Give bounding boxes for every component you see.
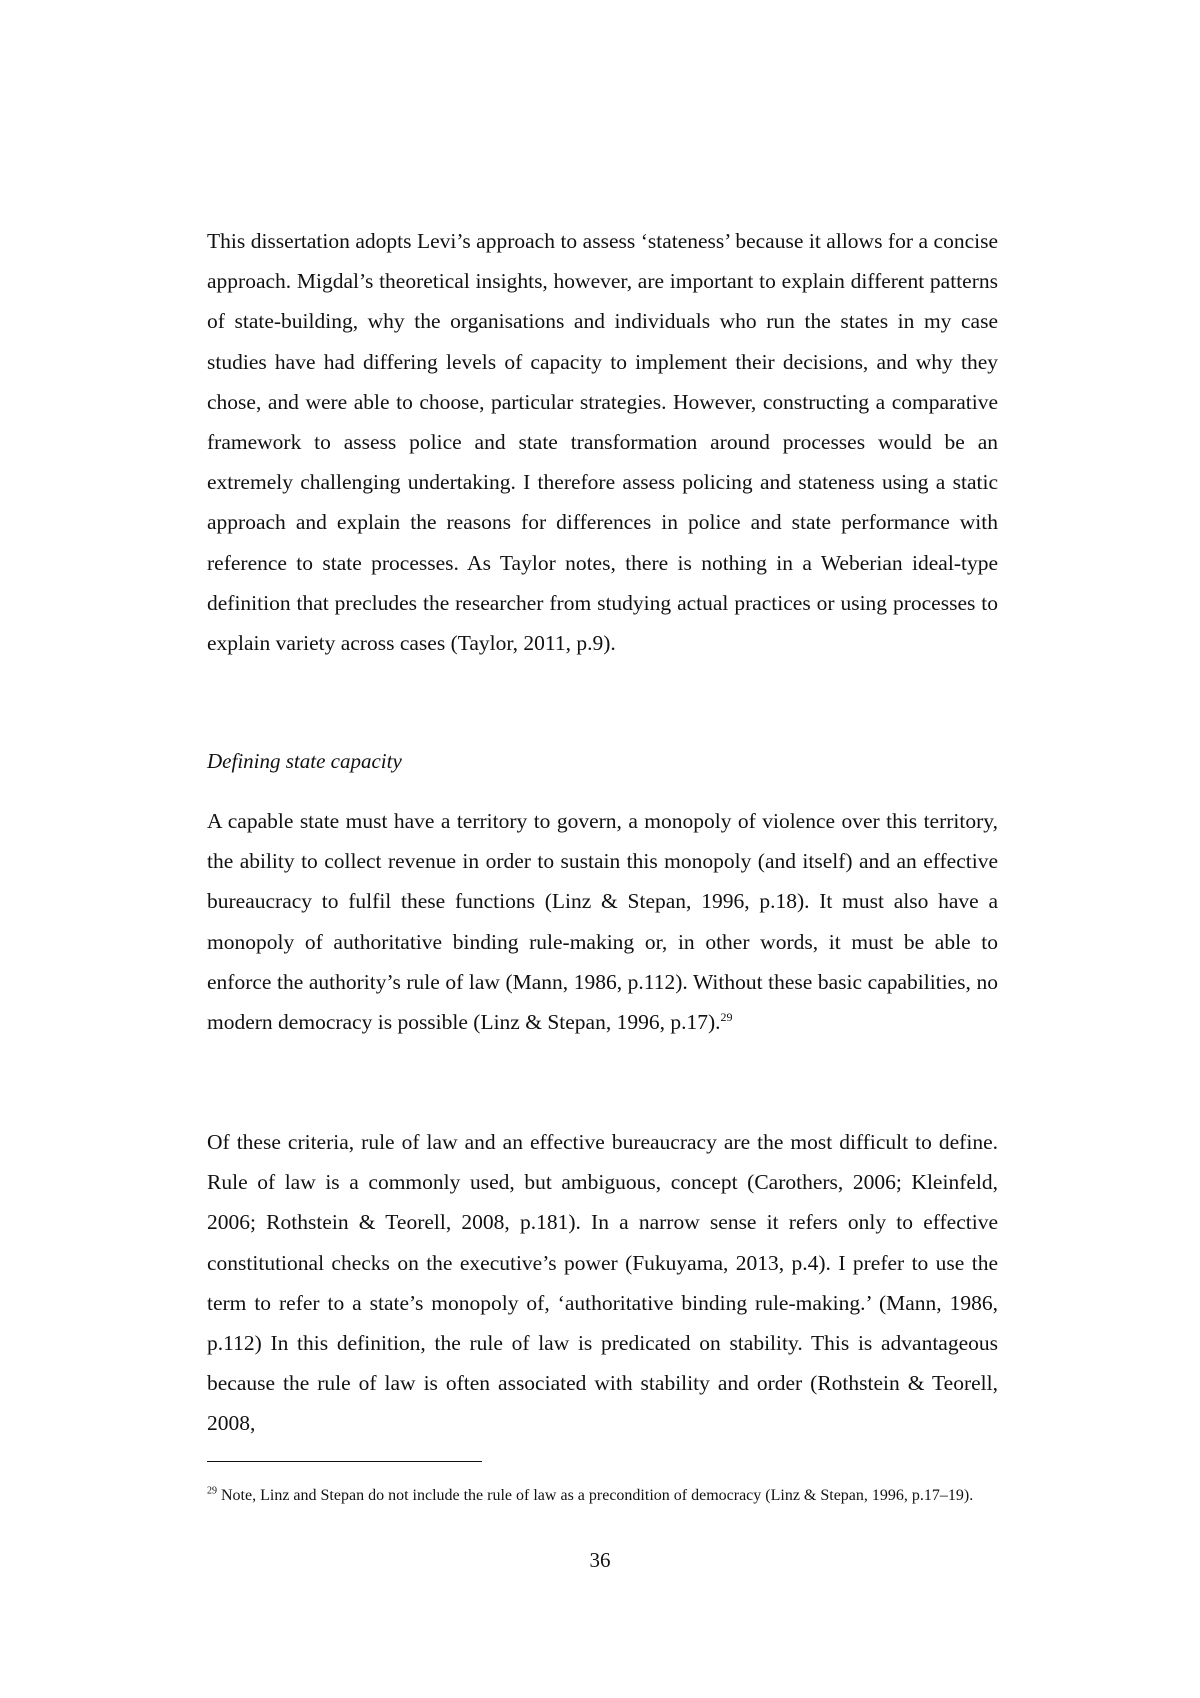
footnote-reference[interactable]: 29 xyxy=(720,1009,733,1024)
footnote-text: Note, Linz and Stepan do not include the rule of law as a precondition of democracy (Linz & Stepan, 1996, p.17–19). xyxy=(217,1487,974,1504)
paragraph-text: A capable state must have a territory to govern, a monopoly of violence over this territory, the ability to collect revenue in order to sustain this monopoly (and itself) and an effective bureaucracy to fulfil these functions (Linz & Stepan, 1996, p.18). It must also have a monopoly of authoritative binding rule-making or, in other words, it must be able to enforce the authority’s rule of law (Mann, 1986, p.112). Without these basic capabilities, no modern democracy is possible (Linz & Stepan, 1996, p.17). xyxy=(207,809,998,1035)
page-number: 36 xyxy=(589,1548,611,1572)
footnote xyxy=(207,1483,998,1509)
body-paragraph xyxy=(207,801,998,1042)
body-paragraph: This dissertation adopts Levi’s approach to assess ‘stateness’ because it allows for a concise approach. Migdal’s theoretical insights, however, are important to explain different patterns of state-building, why the organisations and individuals who run the states in my case studies have had differing levels of capacity to implement their decisions, and why they chose, and were able to choose, particular strategies. However, constructing a comparative framework to assess police and state transformation around processes would be an extremely challenging undertaking. I therefore assess policing and stateness using a static approach and explain the reasons for differences in police and state performance with reference to state processes. As Taylor notes, there is nothing in a Weberian ideal-type definition that precludes the researcher from studying actual practices or using processes to explain variety across cases (Taylor, 2011, p.9). xyxy=(207,229,998,656)
body-paragraph: Of these criteria, rule of law and an effective bureaucracy are the most difficult to define. Rule of law is a commonly used, but ambiguous, concept (Carothers, 2006; Kleinfeld, 2006; Rothstein & Teorell, 2008, p.181). In a narrow sense it refers only to effective constitutional checks on the executive’s power (Fukuyama, 2013, p.4). I prefer to use the term to refer to a state’s monopoly of, ‘authoritative binding rule-making.’ (Mann, 1986, p.112) In this definition, the rule of law is predicated on stability. This is advantageous because the rule of law is often associated with stability and order (Rothstein & Teorell, 2008, xyxy=(207,1130,998,1436)
section-heading: Defining state capacity xyxy=(207,749,402,773)
footnote-separator xyxy=(207,1461,482,1462)
footnote-number: 29 xyxy=(207,1485,217,1497)
